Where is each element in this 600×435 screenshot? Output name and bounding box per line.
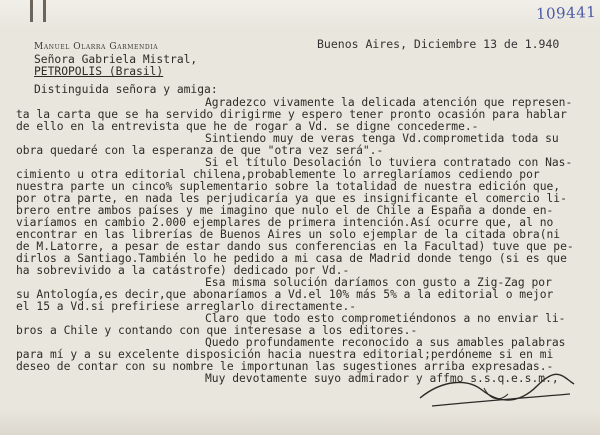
body-line: deseo de contar con su nombre le importunan las sugestiones arriba expresadas.- xyxy=(16,360,554,373)
dateline: Buenos Aires, Diciembre 13 de 1.940 xyxy=(317,37,560,51)
staple-mark-right xyxy=(43,0,46,22)
body-line: viaríamos en cambio 2.000 ejemplares de primera intención.Así ocurre que, al no xyxy=(16,216,554,229)
body-line: Quedo profundamente reconocido a sus amables palabras xyxy=(205,336,566,349)
body-line: Sintiendo muy de veras tenga Vd.comprometida toda su xyxy=(205,132,559,145)
paper-edge-shadow xyxy=(0,409,600,435)
body-line: por otra parte, en nada les perjudicaría ya que es insignificante el comercio li- xyxy=(16,192,567,205)
body-line: nuestra parte un cinco% suplementario sobre la totalidad de nuestra edición que, xyxy=(16,180,561,193)
body-line: Claro que todo esto comprometiéndonos a no enviar li- xyxy=(205,312,566,325)
body-line: brero entre ambos países y me imagino que nulo el de Chile a España a donde en- xyxy=(16,204,554,217)
body-line: obra quedaré con la esperanza de que "otra vez será".- xyxy=(16,144,384,157)
body-line: dirlos a Santiago.También lo he pedido a mi casa de Madrid donde tengo (si es que xyxy=(16,252,567,265)
staple-mark-left xyxy=(30,0,33,22)
body-line: ta la carta que se ha servido dirigirme y espero tener pronto ocasión para hablar xyxy=(16,108,567,121)
body-line: de ello en la entrevista que he de rogar a Vd. se digne concederme.- xyxy=(16,120,479,133)
body-line: Esa misma solución daríamos con gusto a Zig-Zag por xyxy=(205,276,552,289)
letterhead: Manuel Olarra Garmendia xyxy=(34,42,159,52)
recipient-line: Señora Gabriela Mistral, xyxy=(34,53,198,66)
body-line: Agradezco vivamente la delicada atención que represen- xyxy=(205,96,573,109)
body-line: ha sobrevivido a la catástrofe) dedicado por Vd.- xyxy=(16,264,350,277)
closing-line: Muy devotamente suyo admirador y affmo s.s.q.e.s.m., xyxy=(205,372,559,385)
archive-number: 109441 xyxy=(535,2,597,24)
body-line: de M.Latorre, a pesar de estar dando sus conferencias en la Facultad) tuve que pe- xyxy=(16,240,574,253)
body-line: para mí y a su excelente disposición hacia nuestra editorial;perdóneme si en mi xyxy=(16,348,554,361)
body-line: encontrar en las librerías de Buenos Aires un solo ejemplar de la citada obra(ni xyxy=(16,228,561,241)
page-top-edge xyxy=(0,0,600,28)
body-line: bros a Chile y contando con que interesase a los editores.- xyxy=(16,324,418,337)
body-line: Si el título Desolación lo tuviera contratado con Nas- xyxy=(205,156,573,169)
body-line: el 15 a Vd.si prefiriese arreglarlo directamente.- xyxy=(16,300,357,313)
body-line: su Antología,es decir,que abonaríamos a Vd.el 10% más 5% a la editorial o mejor xyxy=(16,288,554,301)
salutation: Distinguida señora y amiga: xyxy=(34,83,218,96)
body-line: cimiento u otra editorial chilena,probablemente lo arreglaríamos cediendo por xyxy=(16,168,540,181)
recipient-city: PETROPOLIS (Brasil) xyxy=(34,65,164,78)
